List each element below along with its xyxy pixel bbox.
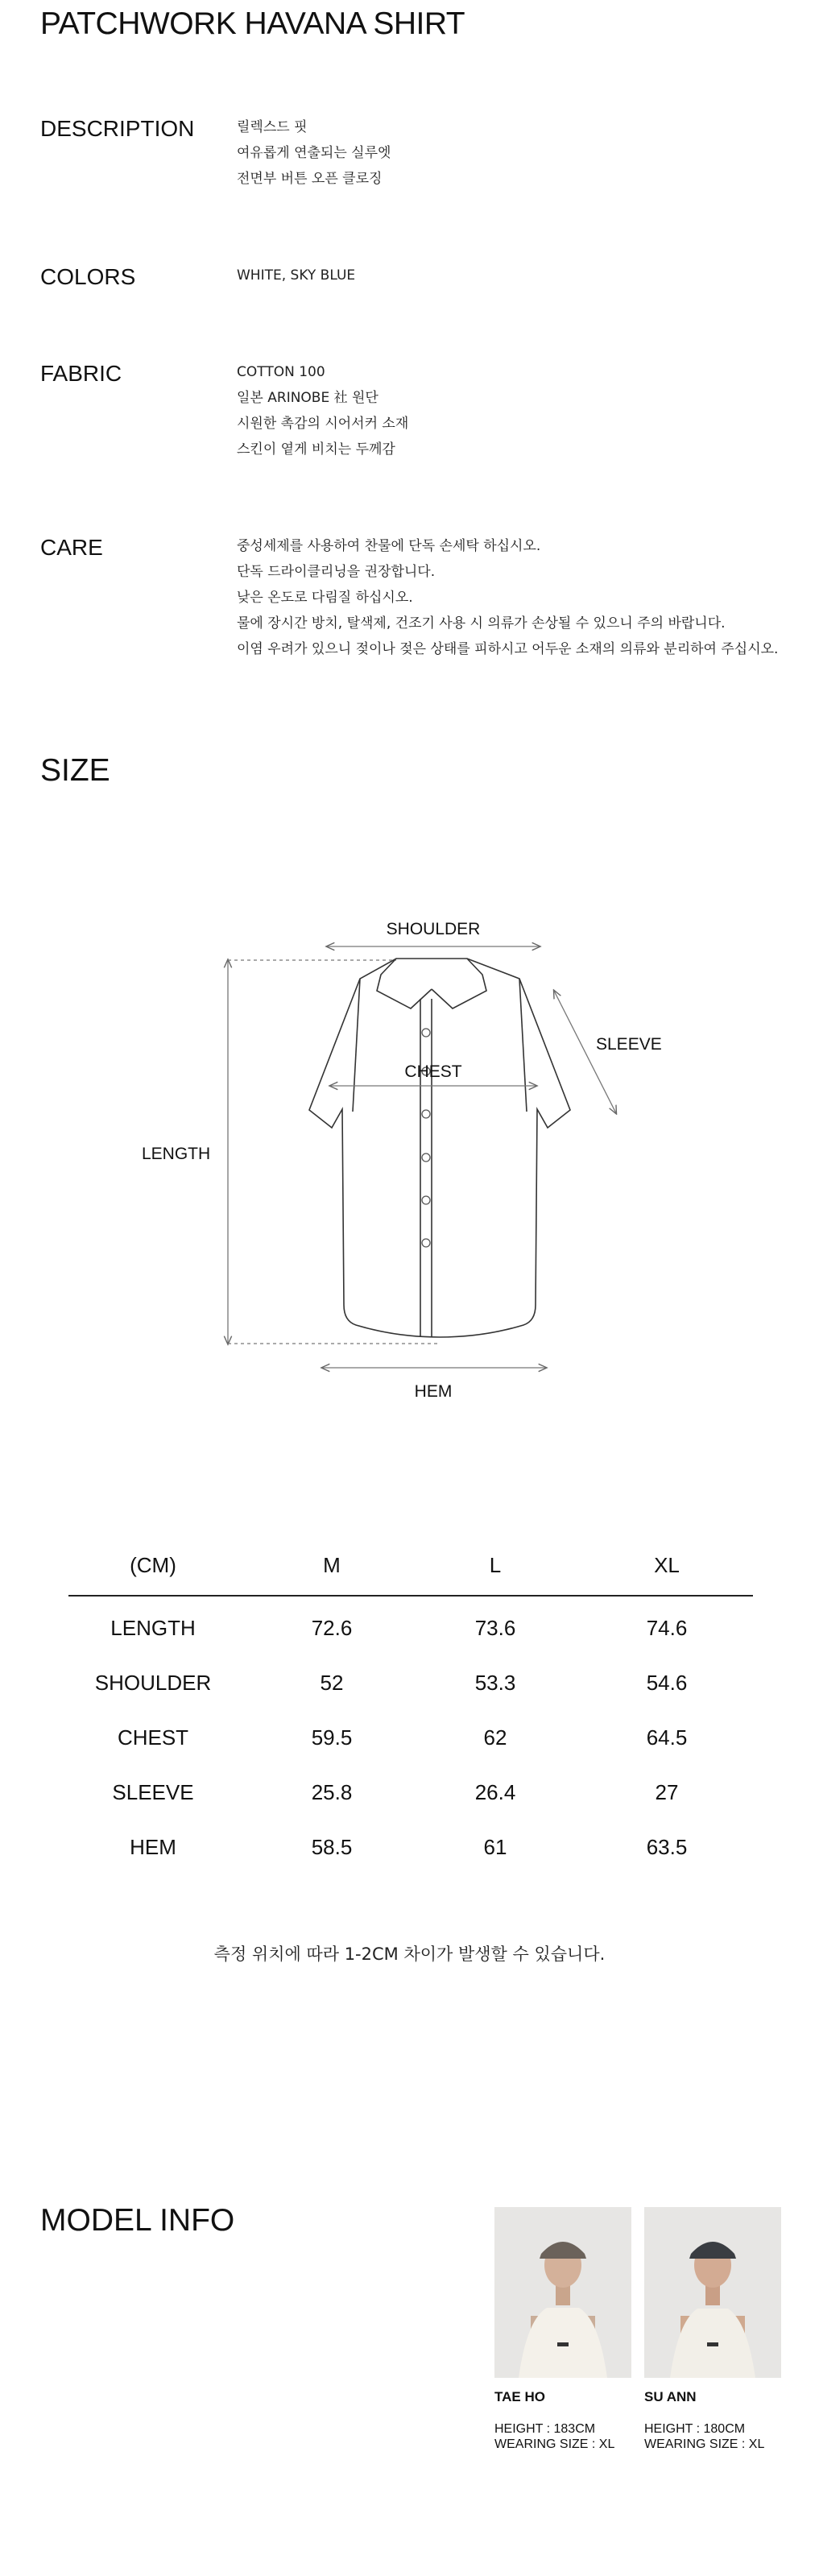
table-cell-row-value: 58.5 <box>311 1835 353 1859</box>
model-info-title: MODEL INFO <box>40 2203 235 2238</box>
fabric-line: 스킨이 옅게 비치는 두께감 <box>237 441 395 458</box>
sleeve-label: SLEEVE <box>596 1035 662 1054</box>
table-divider <box>68 1595 753 1597</box>
table-header-l: L <box>489 1553 502 1577</box>
care-line: 단독 드라이클리닝을 권장합니다. <box>237 564 436 580</box>
table-cell-row-label: SHOULDER <box>94 1671 212 1695</box>
table-cell-row-value: 52 <box>320 1671 344 1695</box>
care-text <box>237 533 778 662</box>
table-header-m: M <box>323 1553 341 1577</box>
table-cell-row-value: 26.4 <box>474 1780 516 1804</box>
table-header-unit: (CM) <box>130 1553 176 1577</box>
table-cell-row-value: 73.6 <box>474 1616 516 1640</box>
model-photo <box>644 2207 781 2378</box>
size-table <box>68 1553 753 1859</box>
table-cell-row-value: 74.6 <box>646 1616 688 1640</box>
table-cell-row-label: SLEEVE <box>112 1780 194 1804</box>
fabric-line: COTTON 100 <box>237 364 325 380</box>
shoulder-label: SHOULDER <box>386 920 481 938</box>
model-details <box>644 2421 781 2452</box>
table-cell-row-value: 72.6 <box>311 1616 353 1640</box>
table-cell-row-value: 63.5 <box>646 1835 688 1859</box>
care-line: 물에 장시간 방치, 탈색제, 건조기 사용 시 의류가 손상될 수 있으니 주의 바랍니다. <box>237 615 726 632</box>
table-header-xl: XL <box>654 1553 680 1577</box>
care-line: 이염 우려가 있으니 젖이나 젖은 상태를 피하시고 어두운 소재의 의류와 분리하여 주십시오. <box>237 641 779 657</box>
table-cell-row-value: 25.8 <box>311 1780 353 1804</box>
product-title: PATCHWORK HAVANA SHIRT <box>40 6 465 41</box>
fabric-label: FABRIC <box>40 361 122 386</box>
table-cell-row-value: 59.5 <box>311 1725 353 1750</box>
care-label: CARE <box>40 535 103 560</box>
measurement-note: 측정 위치에 따라 1-2CM 차이가 발생할 수 있습니다. <box>213 1944 606 1964</box>
description-text <box>237 114 391 192</box>
fabric-text <box>237 359 408 462</box>
model-wearing-size: WEARING SIZE : XL <box>494 2437 615 2451</box>
model-height: HEIGHT : 183CM <box>494 2422 596 2436</box>
colors-line: WHITE, SKY BLUE <box>237 267 356 284</box>
colors-label: COLORS <box>40 264 136 289</box>
description-line: 전면부 버튼 오픈 클로징 <box>237 171 383 187</box>
model-card-2 <box>644 2207 781 2452</box>
shirt-measurement-diagram <box>137 910 685 1426</box>
model-height: HEIGHT : 180CM <box>644 2422 746 2436</box>
table-cell-row-value: 64.5 <box>646 1725 688 1750</box>
model-photo <box>494 2207 631 2378</box>
table-cell-row-value: 61 <box>483 1835 507 1859</box>
model-details <box>494 2421 631 2452</box>
model-card-1 <box>494 2207 631 2452</box>
care-line: 중성세제를 사용하여 찬물에 단독 손세탁 하십시오. <box>237 538 541 554</box>
description-line: 릴렉스드 핏 <box>237 119 308 135</box>
table-cell-row-value: 53.3 <box>474 1671 516 1695</box>
model-wearing-size: WEARING SIZE : XL <box>644 2437 765 2451</box>
care-line: 낮은 온도로 다림질 하십시오. <box>237 590 413 606</box>
fabric-line: 시원한 촉감의 시어서커 소재 <box>237 416 409 432</box>
table-cell-row-label: LENGTH <box>110 1616 196 1640</box>
hem-label: HEM <box>414 1382 453 1401</box>
model-name: SU ANN <box>644 2389 697 2404</box>
table-cell-row-value: 27 <box>655 1780 679 1804</box>
chest-label: CHEST <box>404 1062 462 1081</box>
description-label: DESCRIPTION <box>40 116 195 141</box>
table-cell-row-value: 54.6 <box>646 1671 688 1695</box>
description-line: 여유롭게 연출되는 실루엣 <box>237 145 391 161</box>
colors-text <box>237 263 355 288</box>
fabric-line: 일본 ARINOBE 社 원단 <box>237 390 378 406</box>
table-cell-row-label: CHEST <box>117 1725 189 1750</box>
model-name: TAE HO <box>494 2389 545 2404</box>
shirt-outline <box>309 959 570 1337</box>
shirt-buttons <box>422 1029 430 1247</box>
size-table-header <box>68 1553 753 1601</box>
size-title: SIZE <box>40 753 110 788</box>
length-label: LENGTH <box>142 1145 211 1163</box>
table-cell-row-label: HEM <box>130 1835 176 1859</box>
table-cell-row-value: 62 <box>483 1725 507 1750</box>
